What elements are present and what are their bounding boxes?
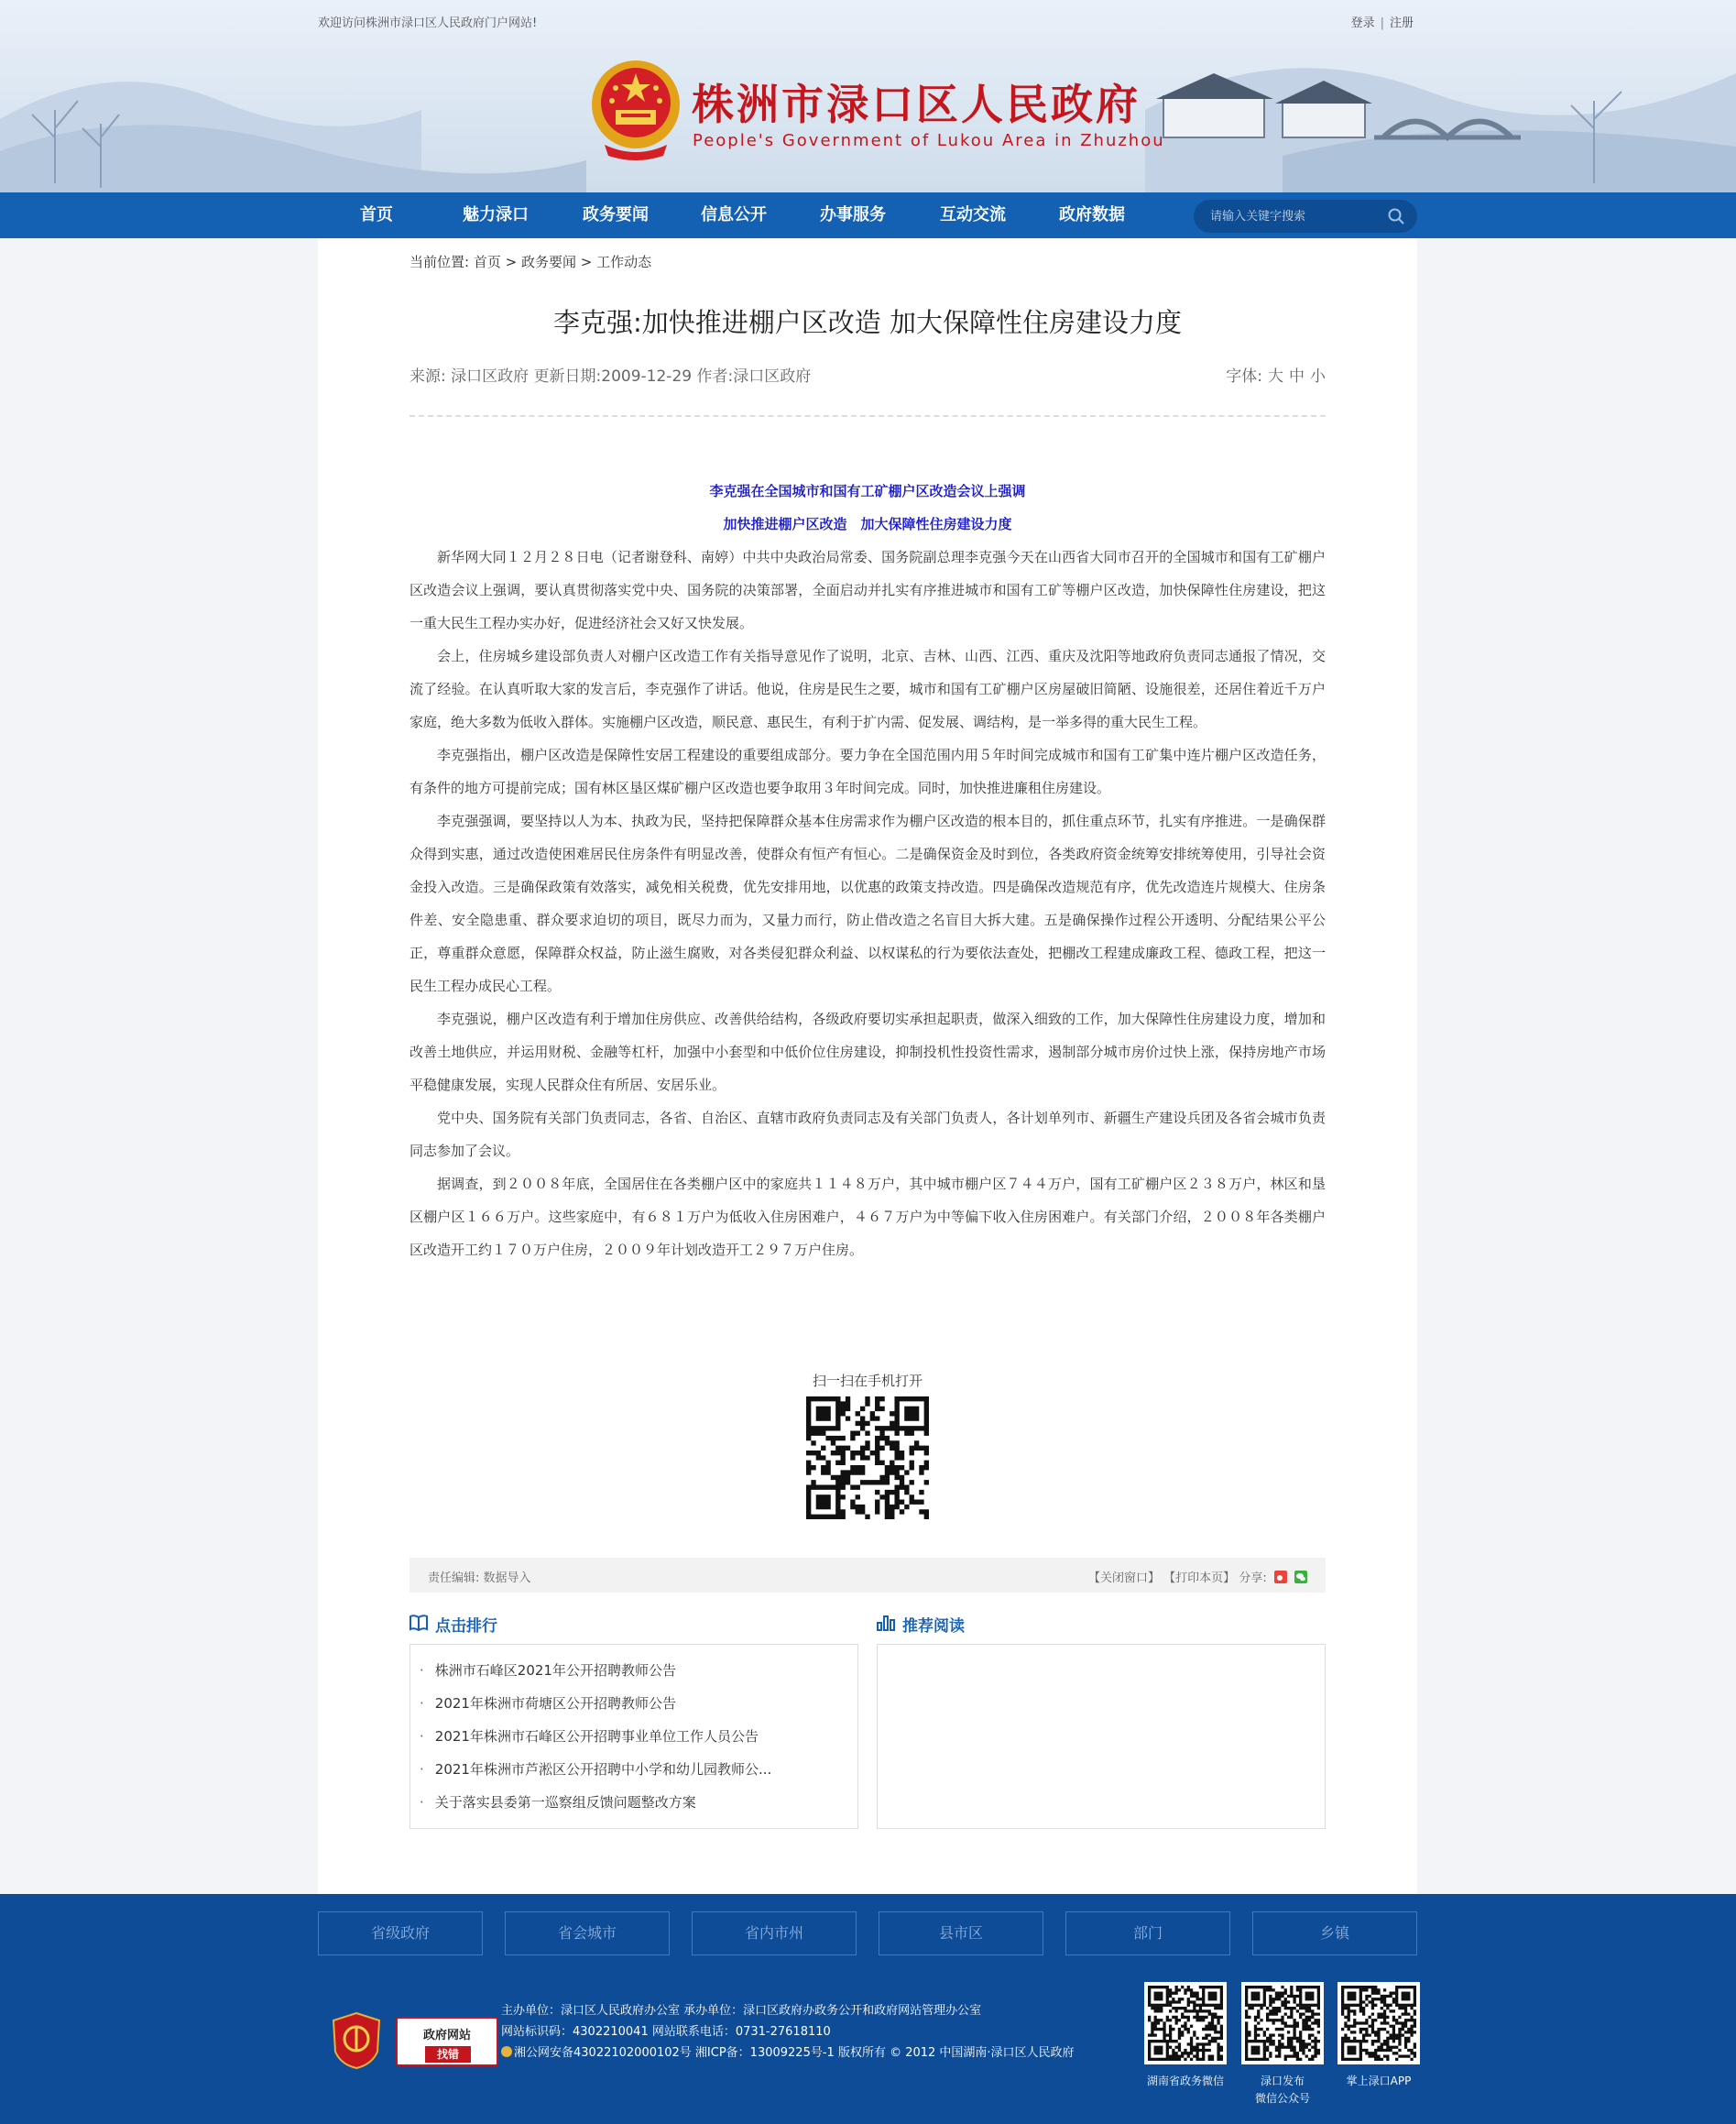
qr-label-hunan-wechat: [1135, 2073, 1236, 2090]
article-paragraph: 李克强强调，要坚持以人为本、执政为民，坚持把保障群众基本住房需求作为棚户区改造的根本目的，抓住重点环节，扎实有序推进。一是确保群众得到实惠，通过改造使困难居民住房条件有明显改善，使群众有恒产有恒心。二是确保资金及时到位，各类政府资金统筹安排统筹使用，引导社会资金投入改造。三是确保政策有效落实，减免相关税费，优先安排用地，以优惠的政策支持改造。四是确保改造规范有序，优先改造连片规模大、住房条件差、安全隐患重、群众要求迫切的项目，既尽力而为，又量力而行，防止借改造之名盲目大拆大建。五是确保操作过程公开透明、分配结果公平公正，尊重群众意愿，保障群众权益，防止滋生腐败，对各类侵犯群众利益、以权谋私的行为要依法查处，把棚改工程建成廉政工程、德政工程，把这一民生工程办成民心工程。: [409, 813, 1326, 994]
footer-info: [501, 2000, 1075, 2064]
breadcrumb-label: 当前位置:: [409, 254, 470, 270]
font-size-medium[interactable]: 中: [1289, 367, 1305, 386]
breadcrumb-sep: >: [505, 254, 518, 270]
nav-interaction[interactable]: 互动交流: [940, 205, 1006, 224]
site-title: 株洲市渌口区人民政府: [692, 80, 1141, 129]
footer-info-icp: 湘公网安备43022102000102号 湘ICP备：13009225号-1 版权所有 © 2012 中国湖南·渌口区人民政府: [514, 2046, 1075, 2060]
breadcrumb-home[interactable]: 首页: [473, 254, 501, 270]
ranking-list: [420, 1654, 771, 1819]
link-separator: |: [1380, 16, 1384, 30]
nav-gov-news[interactable]: 政务要闻: [583, 205, 649, 224]
print-page-button[interactable]: 【打印本页】: [1163, 1571, 1236, 1585]
article-title: 李克强:加快推进棚户区改造 加大保障性住房建设力度: [553, 307, 1182, 338]
date-value: 2009-12-29: [601, 367, 693, 386]
bar-chart-icon: [877, 1615, 895, 1631]
font-size-control: [1226, 363, 1326, 386]
article-paragraph: 李克强说，棚户区改造有利于增加住房供应、改善供给结构，各级政府要切实承担起职责，做深入细致的工作，加大保障性住房建设力度，增加和改善土地供应，并运用财税、金融等杠杆，加强中小套型和中低价位住房建设，抑制投机性投资性需求，遏制部分城市房价过快上涨，保持房地产市场平稳健康发展，实现人民群众住有所居、安居乐业。: [409, 1011, 1326, 1093]
badge-line-1: 政府网站: [422, 2029, 471, 2042]
editor-value: 数据导入: [483, 1571, 531, 1585]
recommend-box: [877, 1644, 1326, 1829]
nav-gov-data[interactable]: 政府数据: [1059, 205, 1125, 224]
footer: [0, 1894, 1736, 2124]
footer-link-counties[interactable]: 县市区: [879, 1911, 1043, 1955]
breadcrumb-sep: >: [580, 254, 593, 270]
editor-info: [428, 1568, 531, 1585]
qr-caption: 湖南省政务微信: [1146, 2075, 1224, 2087]
font-size-label: 字体:: [1226, 367, 1262, 386]
source-label: 来源:: [409, 367, 446, 386]
font-size-small[interactable]: 小: [1310, 367, 1326, 386]
wechat-share-icon[interactable]: [1294, 1571, 1307, 1583]
article-actions: [1088, 1568, 1307, 1585]
author-label: 作者:: [696, 367, 734, 386]
font-size-large[interactable]: 大: [1268, 367, 1283, 386]
header-banner: [0, 0, 1736, 192]
qr-label: 扫一扫在手机打开: [812, 1373, 923, 1389]
qr-label-lukou-wechat: [1232, 2073, 1333, 2108]
nav-home[interactable]: 首页: [360, 205, 393, 224]
article-paragraph: 李克强指出，棚户区改造是保障性安居工程建设的重要组成部分。要力争在全国范围内用５年时间完成城市和国有工矿集中连片棚户区改造任务，有条件的地方可提前完成；国有林区垦区煤矿棚户区改造也要争取用３年时间完成。同时，加快推进廉租住房建设。: [409, 747, 1326, 796]
article-paragraph: 据调查，到２００８年底，全国居住在各类棚户区中的家庭共１１４８万户，其中城市棚户区７４４万户，国有工矿棚户区２３８万户，林区和垦区棚户区１６６万户。这些家庭中，有６８１万户为低收入住房困难户，４６７万户为中等偏下收入住房困难户。有关部门介绍，２００８年各类棚户区改造开工约１７０万户住房，２００９年计划改造开工２９７万户住房。: [409, 1176, 1326, 1258]
ranking-item[interactable]: · 2021年株洲市石峰区公开招聘事业单位工作人员公告: [420, 1720, 771, 1753]
share-label: 分享:: [1239, 1571, 1267, 1585]
hunan-wechat-qr-code: [1144, 1982, 1227, 2064]
mobile-qr-code: [806, 1396, 929, 1519]
footer-info-sponsor: 主办单位：渌口区人民政府办公室 承办单位：渌口区政府办政务公开和政府网站管理办公室: [501, 2004, 982, 2018]
source-value: 渌口区政府: [451, 367, 530, 386]
footer-link-prefectures[interactable]: 省内市州: [692, 1911, 857, 1955]
footer-info-icp-row: [501, 2042, 1075, 2064]
qr-caption: 微信公众号: [1254, 2092, 1310, 2105]
nav-info-disclosure[interactable]: 信息公开: [701, 205, 767, 224]
close-window-button[interactable]: 【关闭窗口】: [1088, 1571, 1161, 1585]
search-icon[interactable]: [1388, 208, 1404, 224]
breadcrumb-gov-news[interactable]: 政务要闻: [521, 254, 577, 270]
weibo-share-icon[interactable]: [1274, 1571, 1287, 1583]
search-box: [1194, 200, 1417, 233]
account-links: [1351, 13, 1414, 30]
breadcrumb: [409, 252, 651, 271]
register-link[interactable]: 注册: [1389, 16, 1414, 30]
recommend-title: 推荐阅读: [902, 1617, 965, 1636]
login-link[interactable]: 登录: [1350, 16, 1375, 30]
article-headline-1: 李克强在全国城市和国有工矿棚户区改造会议上强调: [709, 483, 1026, 499]
ranking-box: [409, 1644, 858, 1829]
editor-label: 责任编辑:: [428, 1571, 480, 1585]
date-label: 更新日期:: [533, 367, 602, 386]
article-paragraph: 党中央、国务院有关部门负责同志，各省、自治区、直辖市政府负责同志及有关部门负责人，各计划单列市、新疆生产建设兵团及各省会城市负责同志参加了会议。: [409, 1110, 1326, 1159]
article-paragraph: 新华网大同１２月２８日电（记者谢登科、南婷）中共中央政治局常委、国务院副总理李克强今天在山西省大同市召开的全国城市和国有工矿棚户区改造会议上强调，要认真贯彻落实党中央、国务院的决策部署，全面启动并扎实有序推进城市和国有工矿等棚户区改造，加快保障性住房建设，把这一重大民生工程办实办好，促进经济社会又好又快发展。: [409, 549, 1326, 631]
ranking-title: 点击排行: [435, 1617, 497, 1636]
article-paragraph: 会上，住房城乡建设部负责人对棚户区改造工作有关指导意见作了说明，北京、吉林、山西、江西、重庆及沈阳等地政府负责同志通报了情况，交流了经验。在认真听取大家的发言后，李克强作了讲话。他说，住房是民生之要，城市和国有工矿棚户区房屋破旧简陋、设施很差，还居住着近千万户家庭，绝大多数为低收入群体。实施棚户区改造，顺民意、惠民生，有利于扩内需、促发展、调结构，是一举多得的重大民生工程。: [409, 648, 1326, 730]
badge-line-2: 找错: [425, 2046, 471, 2063]
nav-services[interactable]: 办事服务: [820, 205, 886, 224]
site-subtitle: People's Government of Lukou Area in Zhuzhou: [693, 131, 1165, 150]
footer-info-site-id: 网站标识码：4302210041 网站联系电话：0731-27618110: [501, 2025, 831, 2039]
lukou-app-qr-code: [1337, 1982, 1420, 2064]
welcome-text: 欢迎访问株洲市渌口区人民政府门户网站!: [318, 16, 538, 30]
breadcrumb-work-news[interactable]: 工作动态: [596, 254, 652, 270]
content-panel: [318, 238, 1417, 1894]
qr-caption: 渌口发布: [1260, 2075, 1305, 2087]
qr-label-lukou-app: [1328, 2073, 1429, 2090]
footer-link-provincial[interactable]: 省级政府: [318, 1911, 483, 1955]
article-body: [409, 475, 1326, 1266]
nav-charm-lukou[interactable]: 魅力渌口: [463, 205, 529, 224]
ranking-item[interactable]: · 2021年株洲市荷塘区公开招聘教师公告: [420, 1687, 771, 1720]
police-badge-icon: [501, 2046, 512, 2057]
article-meta: [409, 363, 811, 386]
national-emblem-icon: [586, 57, 685, 163]
party-gov-badge-icon[interactable]: [332, 2011, 381, 2070]
editor-bar: [409, 1558, 1326, 1593]
footer-link-capitals[interactable]: 省会城市: [505, 1911, 670, 1955]
qr-caption: 掌上渌口APP: [1346, 2075, 1412, 2087]
book-icon: [409, 1615, 428, 1631]
lukou-wechat-qr-code: [1241, 1982, 1324, 2064]
author-value: 渌口区政府: [733, 367, 812, 386]
ranking-item[interactable]: · 关于落实县委第一巡察组反馈问题整改方案: [420, 1786, 771, 1819]
article-headline-2: 加快推进棚户区改造 加大保障性住房建设力度: [723, 516, 1012, 532]
main-nav: [0, 192, 1736, 238]
ranking-item[interactable]: · 株洲市石峰区2021年公开招聘教师公告: [420, 1654, 771, 1687]
footer-link-towns[interactable]: 乡镇: [1252, 1911, 1417, 1955]
footer-link-departments[interactable]: 部门: [1065, 1911, 1230, 1955]
title-divider: [409, 415, 1326, 417]
gov-site-error-report-badge[interactable]: [396, 2017, 498, 2066]
ranking-item[interactable]: · 2021年株洲市芦淞区公开招聘中小学和幼儿园教师公...: [420, 1753, 771, 1786]
search-input[interactable]: [1210, 200, 1384, 233]
